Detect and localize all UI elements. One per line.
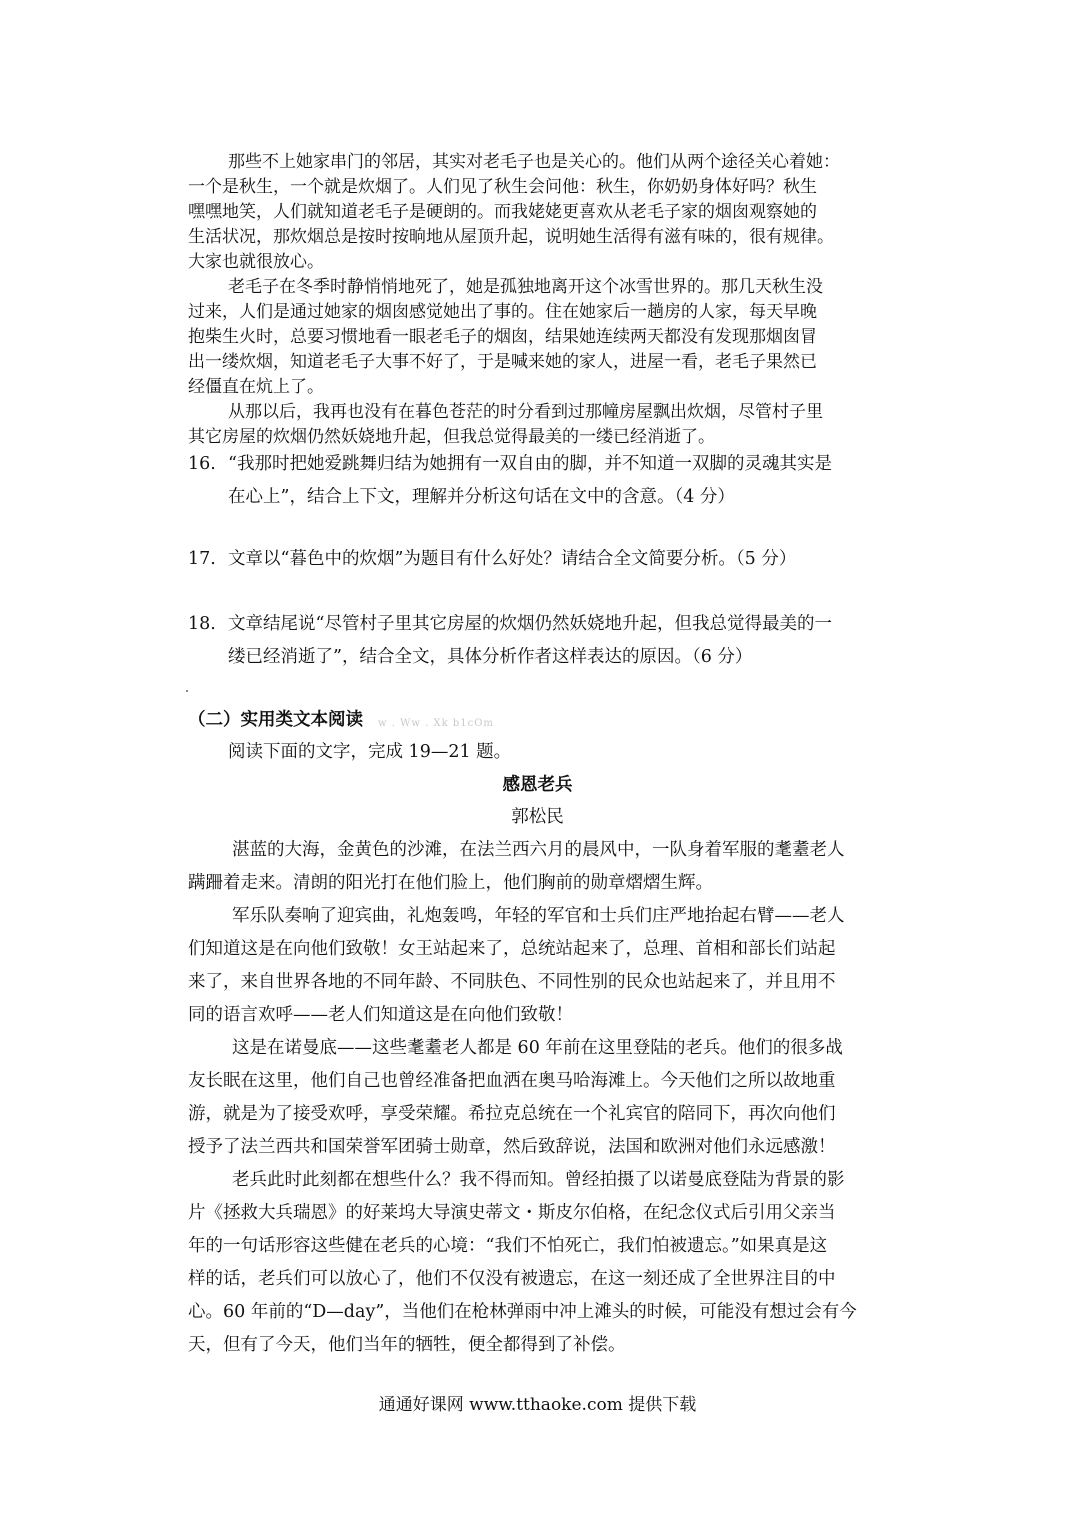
paragraph-line: 一个是秋生，一个就是炊烟了。人们见了秋生会问他：秋生，你奶奶身体好吗？秋生 <box>188 177 817 197</box>
paragraph-line: 其它房屋的炊烟仍然妖娆地升起，但我总觉得最美的一缕已经消逝了。 <box>188 427 715 447</box>
question-number: 16. <box>188 454 216 474</box>
paragraph-line: 们知道这是在向他们致敬！女王站起来了，总统站起来了，总理、首相和部长们站起 <box>188 939 836 959</box>
question-number: 18. <box>188 614 216 634</box>
paragraph-line: 这是在诺曼底——这些耄耋老人都是 60 年前在这里登陆的老兵。他们的很多战 <box>232 1038 843 1058</box>
question-text: 文章结尾说“尽管村子里其它房屋的炊烟仍然妖娆地升起，但我总觉得最美的一 <box>228 614 832 634</box>
paragraph-line: 军乐队奏响了迎宾曲，礼炮轰鸣，年轻的军官和士兵们庄严地抬起右臂——老人 <box>232 906 845 926</box>
paragraph-line: 年的一句话形容这些健在老兵的心境：“我们不怕死亡，我们怕被遗忘。”如果真是这 <box>188 1236 828 1256</box>
paragraph-line: 同的语言欢呼——老人们知道这是在向他们致敬！ <box>188 1005 573 1025</box>
paragraph-line: 授予了法兰西共和国荣誉军团骑士勋章，然后致辞说，法国和欧洲对他们永远感激！ <box>188 1137 836 1157</box>
paragraph-line: 那些不上她家串门的邻居，其实对老毛子也是关心的。他们从两个途径关心着她： <box>228 152 840 172</box>
paragraph-line: 经僵直在炕上了。 <box>188 377 324 397</box>
section-heading: （二）实用类文本阅读 <box>188 710 363 730</box>
paragraph-line: 抱柴生火时，总要习惯地看一眼老毛子的烟囱，结果她连续两天都没有发现那烟囱冒 <box>188 327 817 347</box>
question-text: “我那时把她爱跳舞归结为她拥有一双自由的脚，并不知道一双脚的灵魂其实是 <box>228 454 832 474</box>
paragraph-line: 友长眠在这里，他们自己也曾经准备把血洒在奥马哈海滩上。今天他们之所以故地重 <box>188 1071 836 1091</box>
paragraph-line: 嘿嘿地笑，人们就知道老毛子是硬朗的。而我姥姥更喜欢从老毛子家的烟囱观察她的 <box>188 202 817 222</box>
paragraph-line: 出一缕炊烟，知道老毛子大事不好了，于是喊来她的家人，进屋一看，老毛子果然已 <box>188 352 817 372</box>
paragraph-line: 来了，来自世界各地的不同年龄、不同肤色、不同性别的民众也站起来了，并且用不 <box>188 972 836 992</box>
paragraph-line: 老兵此时此刻都在想些什么？我不得而知。曾经拍摄了以诺曼底登陆为背景的影 <box>232 1170 845 1190</box>
paragraph-line: 生活状况，那炊烟总是按时按晌地从屋顶升起，说明她生活得有滋有味的，很有规律。 <box>188 227 834 247</box>
footer-text: 通通好课网 www.tthaoke.com 提供下载 <box>378 1395 697 1415</box>
instruction-text: 阅读下面的文字，完成 19—21 题。 <box>228 742 512 762</box>
article-title: 感恩老兵 <box>502 775 573 795</box>
question-number: 17. <box>188 549 216 569</box>
question-text: 文章以“暮色中的炊烟”为题目有什么好处？请结合全文简要分析。（5 分） <box>228 549 797 569</box>
paragraph-line: 大家也就很放心。 <box>188 252 324 272</box>
paragraph-line: 从那以后，我再也没有在暮色苍茫的时分看到过那幢房屋飘出炊烟，尽管村子里 <box>228 402 823 422</box>
question-text: 缕已经消逝了”，结合全文，具体分析作者这样表达的原因。（6 分） <box>228 647 753 667</box>
paragraph-line: 蹒跚着走来。清朗的阳光打在他们脸上，他们胸前的勋章熠熠生辉。 <box>188 873 713 893</box>
watermark-text: w . Ww . Xk b1cOm <box>378 718 494 729</box>
paragraph-line: 样的话，老兵们可以放心了，他们不仅没有被遗忘，在这一刻还成了全世界注目的中 <box>188 1269 836 1289</box>
paragraph-line: 老毛子在冬季时静悄悄地死了，她是孤独地离开这个冰雪世界的。那几天秋生没 <box>228 277 823 297</box>
stray-dot <box>186 690 188 692</box>
paragraph-line: 湛蓝的大海，金黄色的沙滩，在法兰西六月的晨风中，一队身着军服的耄耋老人 <box>232 840 845 860</box>
paragraph-line: 过来，人们是通过她家的烟囱感觉她出了事的。住在她家后一趟房的人家，每天早晚 <box>188 302 817 322</box>
paragraph-line: 游，就是为了接受欢呼，享受荣耀。希拉克总统在一个礼宾官的陪同下，再次向他们 <box>188 1104 836 1124</box>
article-author: 郭松民 <box>511 807 564 827</box>
question-text: 在心上”，结合上下文，理解并分析这句话在文中的含意。（4 分） <box>228 487 735 507</box>
paragraph-line: 片《拯救大兵瑞恩》的好莱坞大导演史蒂文・斯皮尔伯格，在纪念仪式后引用父亲当 <box>188 1203 836 1223</box>
paragraph-line: 天，但有了今天，他们当年的牺牲，便全都得到了补偿。 <box>188 1335 626 1355</box>
paragraph-line: 心。60 年前的“D—day”，当他们在枪林弹雨中冲上滩头的时候，可能没有想过会有今 <box>188 1302 857 1322</box>
